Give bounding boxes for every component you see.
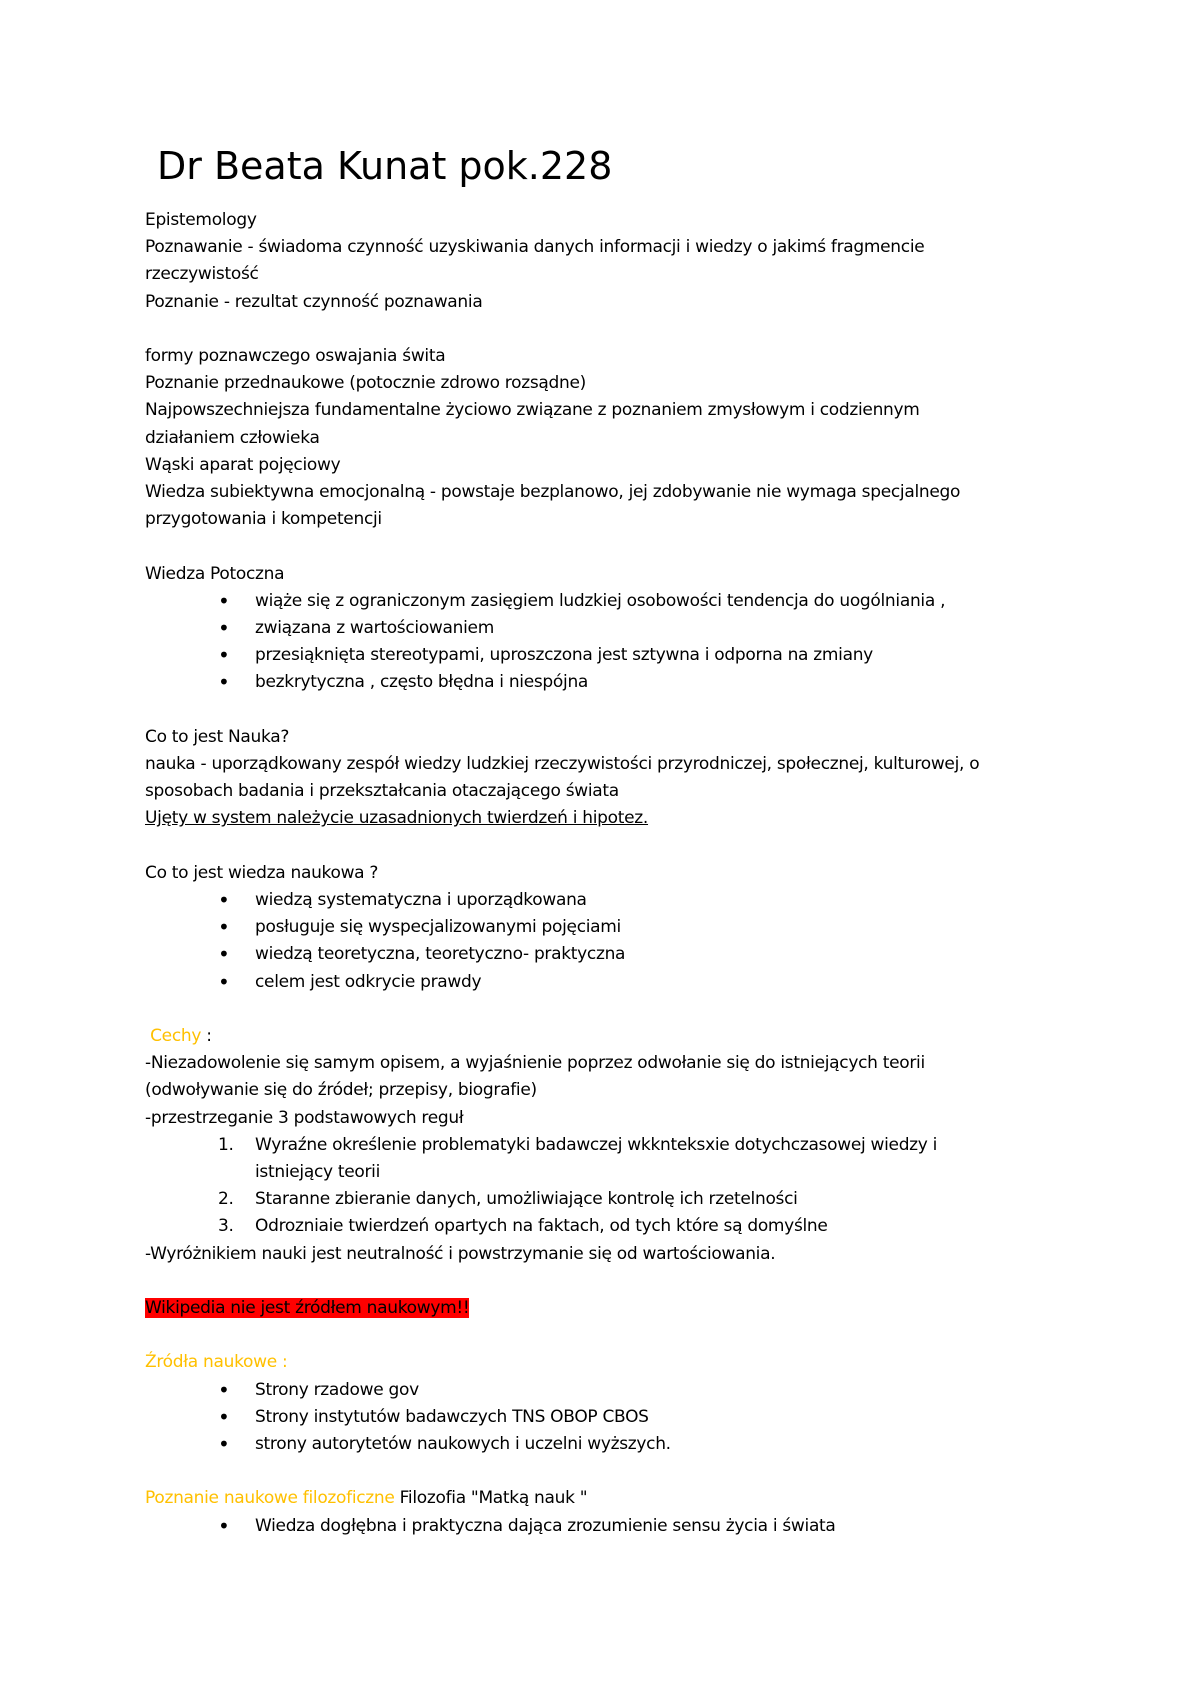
text-line: Wiedza subiektywna emocjonalną - powstaje bezplanowo, jej zdobywanie nie wymaga specjalnego xyxy=(145,482,961,503)
text-line: Poznawanie - świadoma czynność uzyskiwania danych informacji i wiedzy o jakimś fragmencie xyxy=(145,237,925,258)
spacer xyxy=(145,697,1095,724)
list-item: • wiedzą teoretyczna, teoretyczno- praktyczna xyxy=(145,941,1095,968)
text-line xyxy=(145,805,1095,832)
text-line: Najpowszechniejsza fundamentalne życiowo związane z poznaniem zmysłowym i codziennym xyxy=(145,400,920,421)
cechy-label: Cechy xyxy=(150,1026,202,1047)
text-line: formy poznawczego oswajania świta xyxy=(145,346,446,366)
section-heading: Co to jest Nauka? xyxy=(145,726,290,747)
document-body xyxy=(145,140,1095,1540)
text-line: -przestrzeganie 3 podstawowych reguł xyxy=(145,1107,464,1128)
section-heading: Wiedza Potoczna xyxy=(145,563,285,584)
filozofia-rest: Filozofia "Matką nauk " xyxy=(394,1488,588,1509)
list-item: • związana z wartościowaniem xyxy=(145,615,1095,642)
text-line: nauka - uporządkowany zespół wiedzy ludzkiej rzeczywistości przyrodniczej, społecznej, kulturowej, o xyxy=(145,754,980,775)
cechy-colon: : xyxy=(201,1026,212,1047)
list-item-text: Odrozniaie twierdzeń opartych na faktach, od tych które są domyślne xyxy=(255,1216,828,1237)
list-item: • celem jest odkrycie prawdy xyxy=(145,969,1095,996)
list-item: • Wiedza dogłębna i praktyczna dająca zrozumienie sensu życia i świata xyxy=(145,1513,1095,1540)
list-item: • Strony rzadowe gov xyxy=(145,1377,1095,1404)
document-title: Dr Beata Kunat pok.228 xyxy=(157,144,613,188)
list-item: • posługuje się wyspecjalizowanymi pojęciami xyxy=(145,914,1095,941)
spacer xyxy=(145,1268,1095,1295)
list-item: • strony autorytetów naukowych i uczelni wyższych. xyxy=(145,1431,1095,1458)
text-line: (odwoływanie się do źródeł; przepisy, biografie) xyxy=(145,1080,537,1101)
underlined-text: Ujęty w system należycie uzasadnionych twierdzeń i hipotez. xyxy=(145,808,649,829)
text-line: sposobach badania i przekształcania otaczającego świata xyxy=(145,781,619,802)
spacer xyxy=(145,833,1095,860)
text-line: Poznanie przednaukowe (potocznie zdrowo rozsądne) xyxy=(145,373,586,394)
list-item: • Strony instytutów badawczych TNS OBOP CBOS xyxy=(145,1404,1095,1431)
list-item: • wiąże się z ograniczonym zasięgiem ludzkiej osobowości tendencja do uogólniania , xyxy=(145,588,1095,615)
list-item: • wiedzą systematyczna i uporządkowana xyxy=(145,887,1095,914)
warning-line xyxy=(145,1295,1095,1322)
section-heading: Źródła naukowe : xyxy=(145,1352,288,1373)
list-number: 3. xyxy=(218,1216,234,1237)
list-number: 1. xyxy=(218,1134,234,1155)
text-line: przygotowania i kompetencji xyxy=(145,509,382,530)
bullet-list xyxy=(145,1513,1095,1540)
section-heading: Co to jest wiedza naukowa ? xyxy=(145,862,379,883)
spacer xyxy=(145,533,1095,560)
list-item: • bezkrytyczna , często błędna i niespójna xyxy=(145,669,1095,696)
list-item-text: Wyraźne określenie problematyki badawczej wkknteksxie dotychczasowej wiedzy i xyxy=(255,1134,938,1155)
text-line: działaniem człowieka xyxy=(145,427,320,448)
spacer xyxy=(145,996,1095,1023)
list-number: 2. xyxy=(218,1189,234,1210)
list-item-text: Staranne zbieranie danych, umożliwiające kontrolę ich rzetelności xyxy=(255,1189,798,1210)
bullet-list xyxy=(145,887,1095,996)
list-item-text-cont: istniejący teorii xyxy=(255,1162,381,1183)
list-item xyxy=(145,1132,1095,1186)
filozofia-label: Poznanie naukowe filozoficzne xyxy=(145,1488,395,1509)
highlighted-warning: Wikipedia nie jest źródłem naukowym!! xyxy=(145,1298,470,1319)
list-item xyxy=(145,1213,1095,1240)
section-heading xyxy=(145,1485,1095,1512)
spacer xyxy=(145,316,1095,343)
section-heading xyxy=(145,1023,1095,1050)
text-line: Epistemology xyxy=(145,210,257,230)
text-line: -Niezadowolenie się samym opisem, a wyjaśnienie poprzez odwołanie się do istniejących teorii xyxy=(145,1053,925,1074)
text-line: -Wyróżnikiem nauki jest neutralność i powstrzymanie się od wartościowania. xyxy=(145,1243,776,1264)
spacer xyxy=(145,1322,1095,1349)
spacer xyxy=(145,1458,1095,1485)
text-line: Wąski aparat pojęciowy xyxy=(145,454,341,475)
bullet-list xyxy=(145,1377,1095,1459)
numbered-list xyxy=(145,1132,1095,1241)
bullet-list xyxy=(145,588,1095,697)
list-item xyxy=(145,1186,1095,1213)
list-item: • przesiąknięta stereotypami, uproszczona jest sztywna i odporna na zmiany xyxy=(145,642,1095,669)
text-line: rzeczywistość xyxy=(145,264,259,285)
text-line: Poznanie - rezultat czynność poznawania xyxy=(145,291,483,312)
